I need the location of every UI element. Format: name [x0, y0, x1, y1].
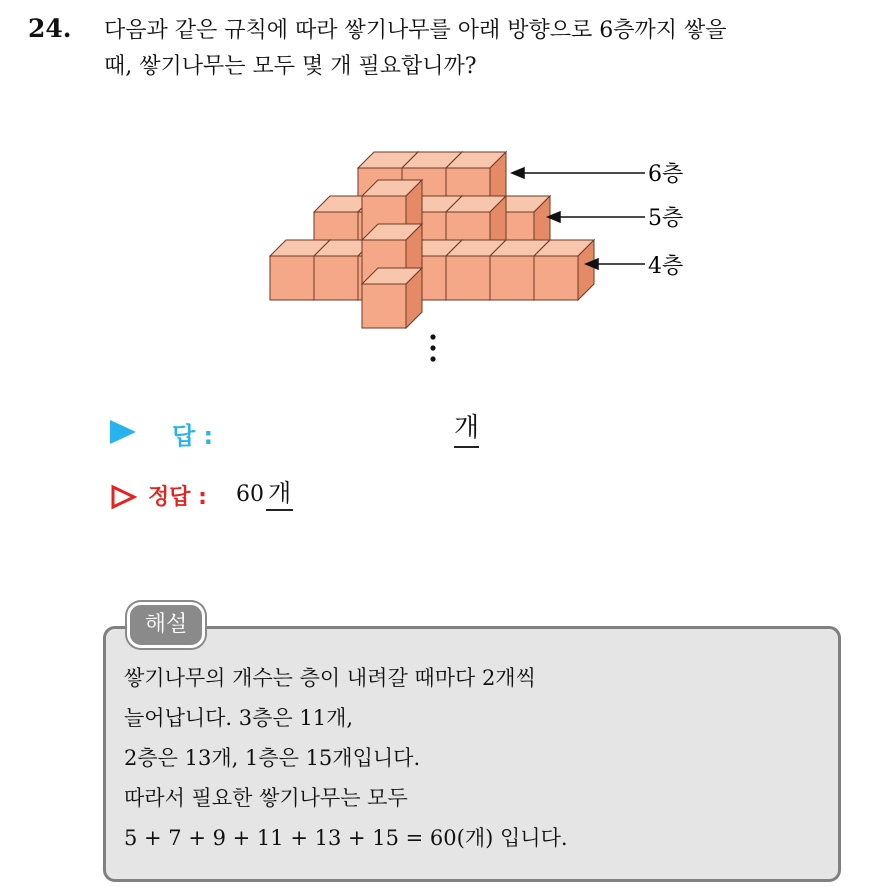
- ellipsis-dots: [430, 334, 435, 361]
- question-text-line2: 때, 쌓기나무는 모두 몇 개 필요합니까?: [104, 54, 477, 79]
- solution-line: 따라서 필요한 쌓기나무는 모두: [124, 786, 408, 810]
- cube: [362, 268, 422, 328]
- question-text-line1: 다음과 같은 규칙에 따라 쌓기나무를 아래 방향으로 6층까지 쌓을: [104, 18, 727, 43]
- correct-unit: 개: [266, 478, 293, 511]
- stacked-cubes-figure: [250, 140, 710, 380]
- answer-unit: 개: [454, 412, 479, 448]
- answer-arrow-icon: [110, 420, 136, 444]
- cube-group: [270, 152, 594, 328]
- question-number: 24.: [28, 14, 72, 43]
- solution-tag: 해설: [127, 602, 205, 648]
- label-6: 6층: [648, 162, 684, 187]
- solution-line: 쌓기나무의 개수는 층이 내려갈 때마다 2개씩: [124, 666, 536, 690]
- cube-stack-svg: [250, 140, 710, 380]
- correct-label: 정답 :: [148, 485, 207, 510]
- solution-line: 5 + 7 + 9 + 11 + 13 + 15 = 60(개) 입니다.: [124, 826, 568, 850]
- answer-row: [110, 412, 510, 452]
- solution-text: [124, 658, 824, 858]
- cube: [534, 240, 594, 300]
- correct-value: 60: [236, 482, 264, 507]
- answer-label: 답 :: [172, 422, 214, 450]
- correct-arrow-icon: [110, 484, 138, 510]
- label-4: 4층: [648, 254, 684, 279]
- label-5: 5층: [648, 206, 684, 231]
- question-text: [104, 13, 874, 85]
- correct-answer-row: [110, 478, 510, 518]
- solution-line: 늘어납니다. 3층은 11개,: [124, 706, 354, 730]
- solution-line: 2층은 13개, 1층은 15개입니다.: [124, 746, 421, 770]
- arrow-6-head: [512, 168, 524, 178]
